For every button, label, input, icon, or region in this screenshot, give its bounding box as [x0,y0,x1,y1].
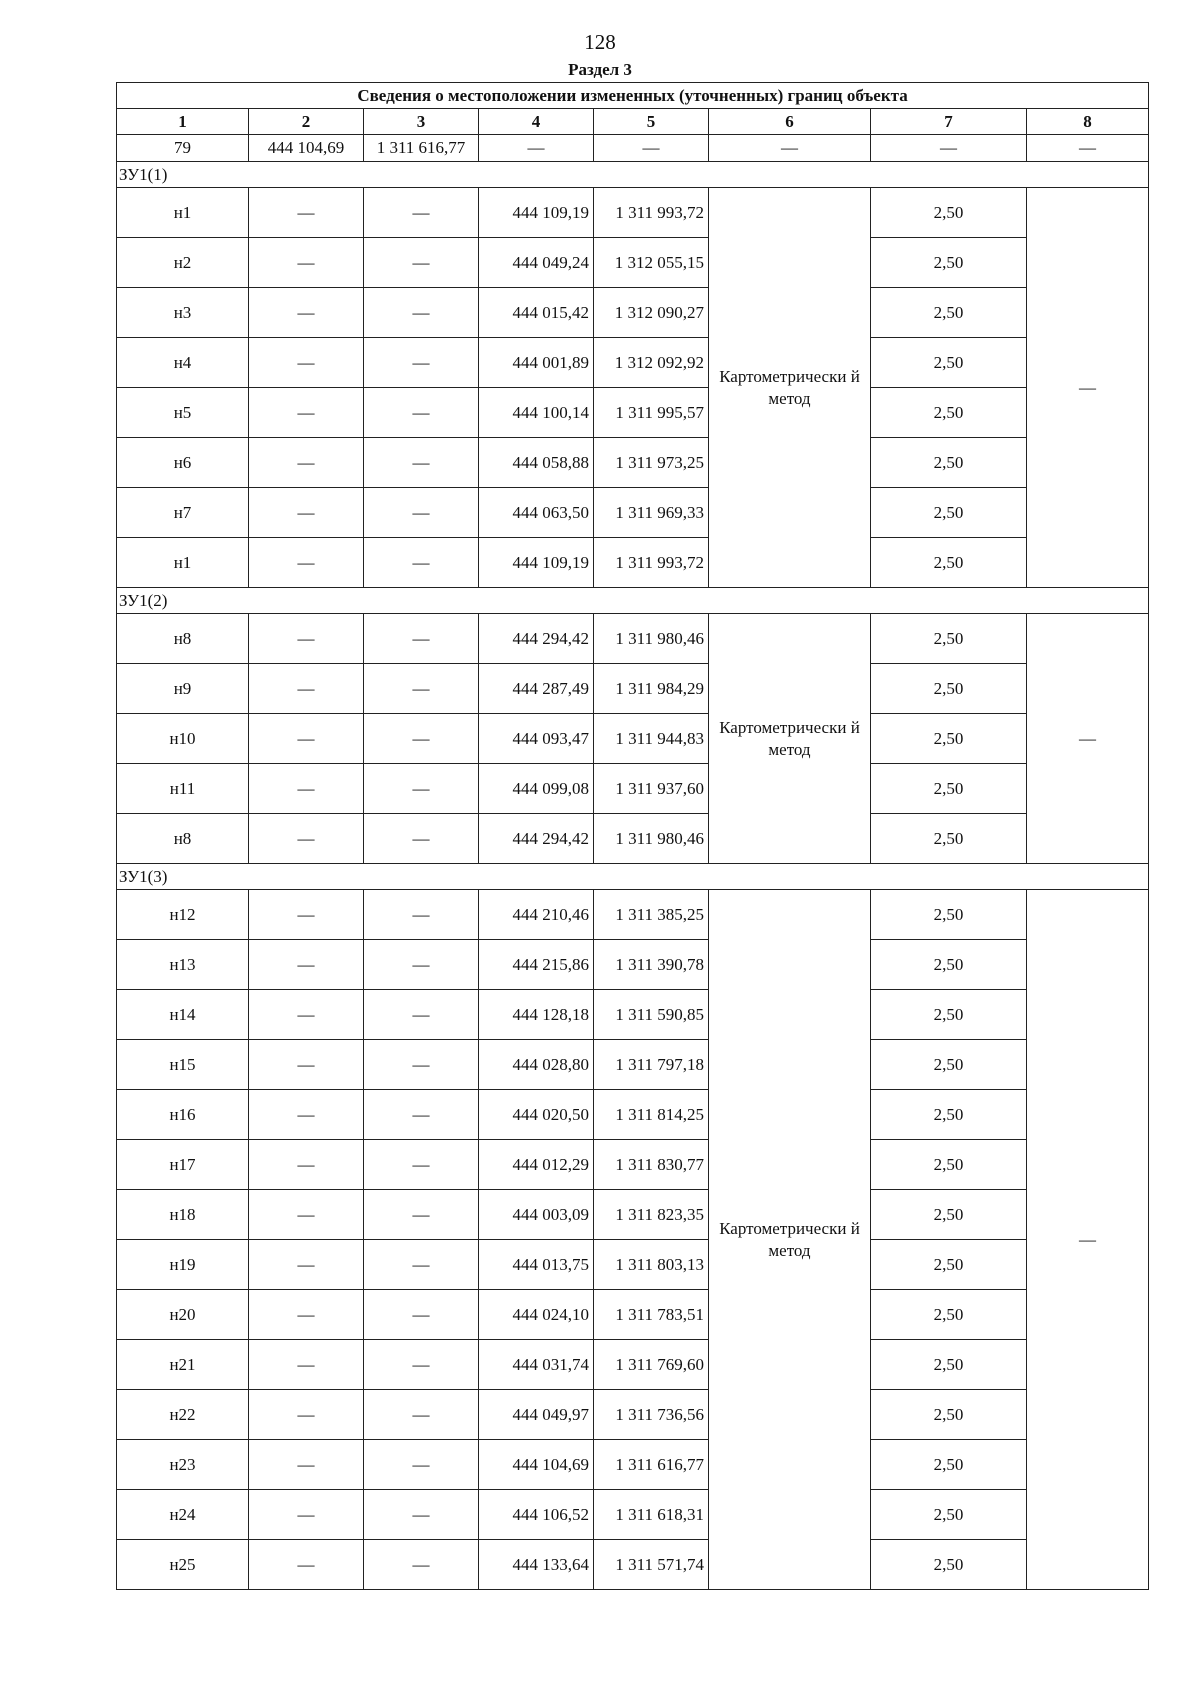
table-cell: — [364,438,479,488]
point-name-cell: н2 [117,238,249,288]
table-row [117,1290,1149,1340]
coord-x-cell: 444 210,46 [479,890,594,940]
point-name-cell: н12 [117,890,249,940]
table-cell: — [249,664,364,714]
precision-cell: 2,50 [871,1140,1027,1190]
point-name-cell: н14 [117,990,249,1040]
table-cell: — [364,1240,479,1290]
coord-y-cell: 1 311 590,85 [594,990,709,1040]
table-row [117,1190,1149,1240]
coord-x-cell: 444 100,14 [479,388,594,438]
table-cell: — [364,488,479,538]
table-cell: — [249,1340,364,1390]
table-cell: — [249,238,364,288]
coord-y-cell: 1 311 830,77 [594,1140,709,1190]
column-header: 1 [117,109,249,135]
column-header: 3 [364,109,479,135]
table-cell: — [364,1540,479,1590]
coord-y-cell: 1 311 995,57 [594,388,709,438]
coord-x-cell: 444 294,42 [479,614,594,664]
table-cell: — [364,1290,479,1340]
table-row [117,990,1149,1040]
col8-cell: — [1027,614,1149,864]
point-name-cell: н1 [117,538,249,588]
precision-cell: 2,50 [871,388,1027,438]
table-cell: 1 311 616,77 [364,135,479,162]
precision-cell: 2,50 [871,1440,1027,1490]
table-cell: — [249,538,364,588]
table-row [117,538,1149,588]
point-name-cell: н21 [117,1340,249,1390]
table-row [117,614,1149,664]
point-name-cell: н16 [117,1090,249,1140]
table-caption: Сведения о местоположении измененных (уточненных) границ объекта [117,83,1149,109]
precision-cell: 2,50 [871,1340,1027,1390]
coord-x-cell: 444 109,19 [479,188,594,238]
table-row [117,1140,1149,1190]
point-name-cell: н4 [117,338,249,388]
coord-y-cell: 1 311 969,33 [594,488,709,538]
table-cell: — [249,1240,364,1290]
table-row [117,1240,1149,1290]
group-header-row [117,588,1149,614]
table-row [117,288,1149,338]
table-cell: — [364,288,479,338]
point-name-cell: н1 [117,188,249,238]
table-cell: — [364,338,479,388]
column-header: 2 [249,109,364,135]
table-row [117,188,1149,238]
table-cell: — [364,388,479,438]
precision-cell: 2,50 [871,1390,1027,1440]
point-name-cell: н5 [117,388,249,438]
point-name-cell: н24 [117,1490,249,1540]
table-cell: — [249,940,364,990]
table-caption-row [117,83,1149,109]
table-row [117,338,1149,388]
point-name-cell: н7 [117,488,249,538]
precision-cell: 2,50 [871,288,1027,338]
group-label: ЗУ1(2) [117,588,1149,614]
table-cell: — [249,890,364,940]
coord-x-cell: 444 128,18 [479,990,594,1040]
table-cell: — [249,990,364,1040]
precision-cell: 2,50 [871,488,1027,538]
coord-y-cell: 1 311 769,60 [594,1340,709,1390]
precision-cell: 2,50 [871,714,1027,764]
precision-cell: 2,50 [871,814,1027,864]
table-row [117,488,1149,538]
precision-cell: 2,50 [871,764,1027,814]
coord-x-cell: 444 287,49 [479,664,594,714]
table-cell: — [364,538,479,588]
table-row [117,1040,1149,1090]
precision-cell: 2,50 [871,188,1027,238]
precision-cell: 2,50 [871,940,1027,990]
coord-x-cell: 444 020,50 [479,1090,594,1140]
table-cell: — [249,188,364,238]
precision-cell: 2,50 [871,1540,1027,1590]
method-cell: Картометрически й метод [709,188,871,588]
point-name-cell: н18 [117,1190,249,1240]
column-header: 5 [594,109,709,135]
coord-y-cell: 1 311 618,31 [594,1490,709,1540]
coord-x-cell: 444 294,42 [479,814,594,864]
section-title: Раздел 3 [568,60,632,79]
point-name-cell: н19 [117,1240,249,1290]
coord-x-cell: 444 104,69 [479,1440,594,1490]
table-cell: — [249,1540,364,1590]
table-cell: — [364,890,479,940]
table-row [117,764,1149,814]
table-body [117,83,1149,1590]
col8-cell: — [1027,890,1149,1590]
coord-y-cell: 1 311 993,72 [594,538,709,588]
table-cell: — [364,664,479,714]
point-name-cell: н10 [117,714,249,764]
table-cell: — [249,1090,364,1140]
coord-y-cell: 1 311 390,78 [594,940,709,990]
coord-x-cell: 444 215,86 [479,940,594,990]
point-name-cell: н25 [117,1540,249,1590]
coord-y-cell: 1 311 571,74 [594,1540,709,1590]
point-name-cell: н17 [117,1140,249,1190]
coord-x-cell: 444 015,42 [479,288,594,338]
column-header-row [117,109,1149,135]
precision-cell: 2,50 [871,990,1027,1040]
coord-x-cell: 444 049,97 [479,1390,594,1440]
table-cell: — [364,188,479,238]
table-cell: — [364,1140,479,1190]
coord-y-cell: 1 311 814,25 [594,1090,709,1140]
precision-cell: 2,50 [871,1040,1027,1090]
point-name-cell: н13 [117,940,249,990]
table-row [117,1090,1149,1140]
col8-cell: — [1027,188,1149,588]
precision-cell: 2,50 [871,338,1027,388]
coord-x-cell: 444 013,75 [479,1240,594,1290]
table-cell: — [364,814,479,864]
table-cell: — [249,1390,364,1440]
table-cell: — [249,488,364,538]
coord-x-cell: 444 003,09 [479,1190,594,1240]
coord-x-cell: 444 106,52 [479,1490,594,1540]
coord-y-cell: 1 311 973,25 [594,438,709,488]
column-header: 6 [709,109,871,135]
precision-cell: 2,50 [871,1190,1027,1240]
table-row [117,388,1149,438]
coord-y-cell: 1 311 980,46 [594,814,709,864]
coord-x-cell: 444 063,50 [479,488,594,538]
table-cell: 79 [117,135,249,162]
column-header: 4 [479,109,594,135]
precision-cell: 2,50 [871,614,1027,664]
column-header: 7 [871,109,1027,135]
table-row [117,940,1149,990]
point-name-cell: н6 [117,438,249,488]
table-cell: — [364,238,479,288]
coord-x-cell: 444 133,64 [479,1540,594,1590]
table-cell: — [249,1040,364,1090]
table-cell: — [249,1290,364,1340]
coord-x-cell: 444 093,47 [479,714,594,764]
column-header: 8 [1027,109,1149,135]
table-row [117,1540,1149,1590]
table-cell: — [364,940,479,990]
table-row [117,1340,1149,1390]
group-label: ЗУ1(3) [117,864,1149,890]
table-cell: — [249,1140,364,1190]
table-cell: — [249,814,364,864]
table-cell: — [364,614,479,664]
coord-x-cell: 444 028,80 [479,1040,594,1090]
table-cell: — [364,1040,479,1090]
coord-y-cell: 1 311 616,77 [594,1440,709,1490]
table-cell: — [594,135,709,162]
table-cell: — [479,135,594,162]
table-row [117,1440,1149,1490]
table-row [117,814,1149,864]
coord-y-cell: 1 311 823,35 [594,1190,709,1240]
boundary-table [116,82,1149,1590]
table-cell: — [249,764,364,814]
coord-x-cell: 444 024,10 [479,1290,594,1340]
table-row [117,890,1149,940]
point-name-cell: н8 [117,614,249,664]
table-cell: — [364,1440,479,1490]
precision-cell: 2,50 [871,1240,1027,1290]
group-header-row [117,162,1149,188]
coord-x-cell: 444 012,29 [479,1140,594,1190]
page-number: 128 [584,30,616,54]
table-row [117,1490,1149,1540]
point-name-cell: н22 [117,1390,249,1440]
table-cell: — [364,1090,479,1140]
table-cell: — [249,338,364,388]
table-row [117,238,1149,288]
table-cell: — [249,1440,364,1490]
point-name-cell: н3 [117,288,249,338]
coord-y-cell: 1 311 984,29 [594,664,709,714]
coord-y-cell: 1 311 937,60 [594,764,709,814]
table-cell: — [364,1340,479,1390]
table-cell: 444 104,69 [249,135,364,162]
precision-cell: 2,50 [871,1490,1027,1540]
precision-cell: 2,50 [871,538,1027,588]
table-cell: — [1027,135,1149,162]
coord-x-cell: 444 058,88 [479,438,594,488]
point-name-cell: н15 [117,1040,249,1090]
table-cell: — [364,1490,479,1540]
coord-x-cell: 444 099,08 [479,764,594,814]
coord-y-cell: 1 311 803,13 [594,1240,709,1290]
table-cell: — [364,1190,479,1240]
table-row [117,714,1149,764]
group-header-row [117,864,1149,890]
table-cell: — [364,1390,479,1440]
coord-y-cell: 1 311 736,56 [594,1390,709,1440]
precision-cell: 2,50 [871,664,1027,714]
coord-y-cell: 1 311 980,46 [594,614,709,664]
table-cell: — [249,388,364,438]
coord-y-cell: 1 311 385,25 [594,890,709,940]
table-row [117,664,1149,714]
table-row [117,438,1149,488]
point-name-cell: н9 [117,664,249,714]
precision-cell: 2,50 [871,238,1027,288]
coord-x-cell: 444 109,19 [479,538,594,588]
table-cell: — [249,288,364,338]
table-cell: — [249,1190,364,1240]
coord-y-cell: 1 312 055,15 [594,238,709,288]
precision-cell: 2,50 [871,1090,1027,1140]
table-row [117,1390,1149,1440]
group-label: ЗУ1(1) [117,162,1149,188]
precision-cell: 2,50 [871,438,1027,488]
point-name-cell: н23 [117,1440,249,1490]
coord-x-cell: 444 001,89 [479,338,594,388]
coord-y-cell: 1 312 090,27 [594,288,709,338]
table-cell: — [709,135,871,162]
coord-y-cell: 1 311 993,72 [594,188,709,238]
precision-cell: 2,50 [871,1290,1027,1340]
point-name-cell: н11 [117,764,249,814]
table-cell: — [364,990,479,1040]
method-cell: Картометрически й метод [709,890,871,1590]
method-cell: Картометрически й метод [709,614,871,864]
table-cell: — [249,614,364,664]
coord-y-cell: 1 312 092,92 [594,338,709,388]
table-cell: — [364,764,479,814]
coord-x-cell: 444 031,74 [479,1340,594,1390]
table-cell: — [364,714,479,764]
point-name-cell: н8 [117,814,249,864]
coord-y-cell: 1 311 797,18 [594,1040,709,1090]
precision-cell: 2,50 [871,890,1027,940]
coord-x-cell: 444 049,24 [479,238,594,288]
table-cell: — [871,135,1027,162]
table-cell: — [249,714,364,764]
point-name-cell: н20 [117,1290,249,1340]
coord-y-cell: 1 311 944,83 [594,714,709,764]
table-cell: — [249,438,364,488]
table-cell: — [249,1490,364,1540]
table-row [117,135,1149,162]
coord-y-cell: 1 311 783,51 [594,1290,709,1340]
